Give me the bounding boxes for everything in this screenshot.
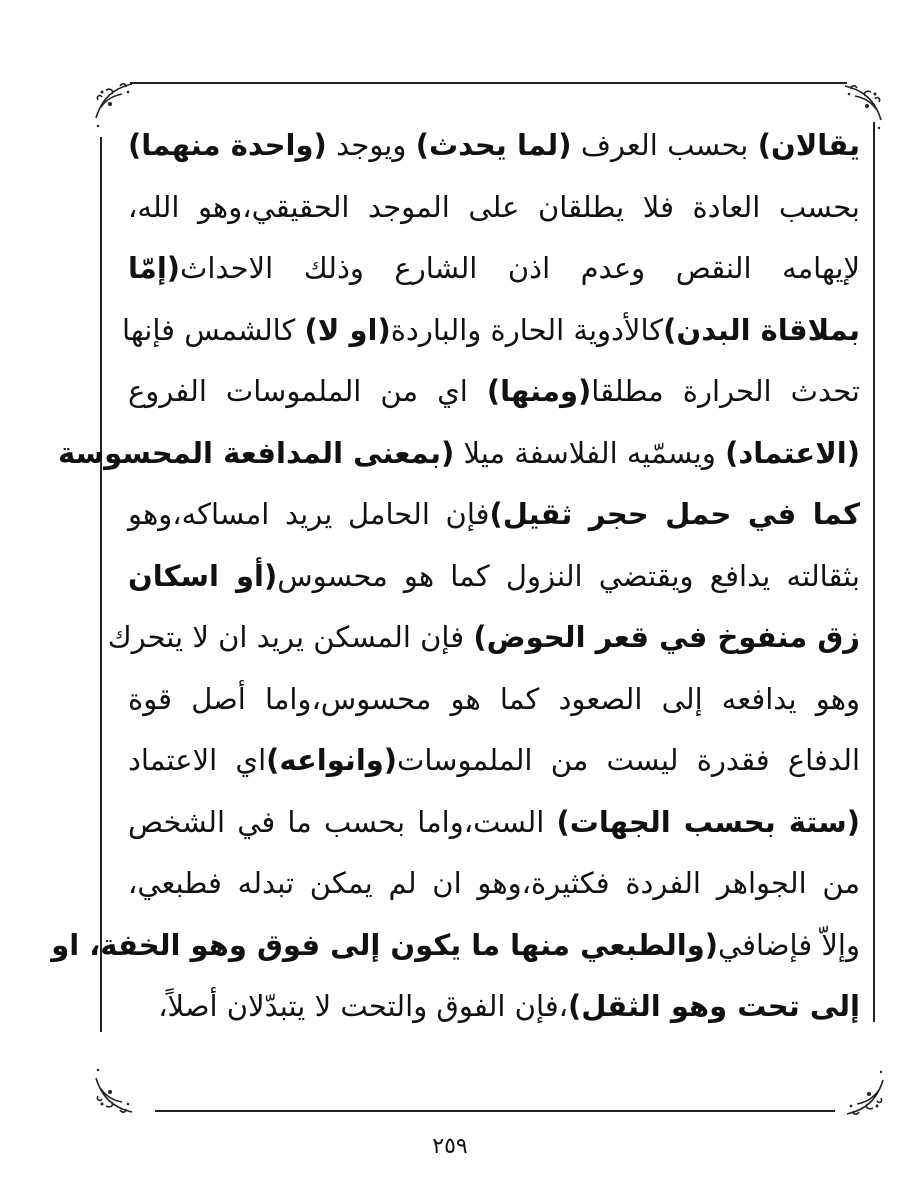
page-body-text — [51, 115, 861, 1038]
bold-text-run: (ومنها) — [486, 374, 592, 408]
bold-text-run: زق منفوخ في قعر الحوض) — [473, 620, 860, 654]
bold-text-run: (أو اسكان — [128, 558, 278, 593]
bold-text-run: بملاقاة البدن) — [663, 312, 860, 347]
border-top-rule — [130, 82, 847, 84]
bold-text-run: يقالان) — [757, 128, 860, 162]
bold-text-run: (إمّا — [128, 251, 181, 285]
text-line — [128, 546, 860, 608]
text-line — [107, 607, 860, 669]
text-line — [128, 853, 860, 915]
text-run: بثقالته يدافع ويقتضي النزول كما هو محسوس — [277, 558, 860, 593]
text-run: ويوجد — [326, 128, 416, 162]
bold-text-run: (ستة بحسب الجهات) — [556, 804, 860, 839]
text-run: لإيهامه النقص وعدم اذن الشارع وذلك الاحداث — [180, 251, 860, 285]
text-line — [128, 484, 860, 546]
text-run: اي من الملموسات الفروع — [128, 374, 487, 408]
border-right-rule — [873, 122, 875, 1022]
text-line — [51, 915, 860, 977]
bold-text-run: (والطبعي منها ما يكون إلى فوق وهو الخفة، او — [51, 927, 718, 962]
text-run: اي الاعتماد — [128, 743, 267, 777]
text-run: كالشمس فإنها — [122, 312, 305, 347]
bold-text-run: (بمعنى المدافعة المحسوسة — [58, 435, 455, 470]
text-line — [128, 361, 860, 423]
text-run: فإن الحامل يريد امساكه،وهو — [128, 497, 490, 531]
border-bottom-rule — [155, 1110, 835, 1112]
text-run: بحسب العرف — [571, 128, 758, 162]
text-run: الدفاع فقدرة ليست من الملموسات — [397, 743, 861, 777]
text-line — [128, 115, 860, 177]
corner-ornament-bottom-left — [92, 1048, 172, 1118]
text-run: ويسمّيه الفلاسفة ميلا — [454, 435, 726, 470]
text-run: بحسب العادة فلا يطلقان على الموجد الحقيقي،وهو الله، — [128, 189, 860, 224]
text-line — [58, 423, 860, 485]
text-line — [128, 177, 860, 239]
text-line — [128, 238, 860, 300]
bold-text-run: (لما يحدث) — [415, 128, 572, 162]
text-run: فإن المسكن يريد ان لا يتحرك — [107, 620, 474, 654]
text-line — [122, 300, 860, 362]
text-run: تحدث الحرارة مطلقا — [591, 374, 860, 408]
text-run: وهو يدافعه إلى الصعود كما هو محسوس،واما أصل قوة — [128, 681, 860, 716]
text-run: وإلاّ فإضافي — [717, 927, 860, 962]
text-run: كالأدوية الحارة والباردة — [390, 312, 664, 347]
bold-text-run: (او لا) — [304, 312, 391, 347]
bold-text-run: (وانواعه) — [266, 743, 398, 777]
border-left-rule — [100, 137, 102, 1032]
bold-text-run: كما في حمل حجر ثقيل) — [489, 497, 860, 531]
bold-text-run: (الاعتماد) — [725, 435, 860, 470]
text-line — [128, 976, 860, 1038]
page-number: ٢٥٩ — [432, 1134, 468, 1159]
text-run: من الجواهر الفردة فكثيرة،وهو ان لم يمكن تبدله فطبعي، — [128, 866, 860, 900]
bold-text-run: إلى تحت وهو الثقل) — [568, 989, 860, 1023]
corner-ornament-bottom-right — [807, 1050, 887, 1120]
text-line — [128, 792, 860, 854]
text-line — [128, 669, 860, 731]
text-run: ،فإن الفوق والتحت لا يتبدّلان أصلاً، — [158, 989, 569, 1023]
text-line — [128, 730, 860, 792]
bold-text-run: (واحدة منهما) — [128, 128, 327, 162]
text-run: الست،واما بحسب ما في الشخص — [128, 804, 557, 839]
